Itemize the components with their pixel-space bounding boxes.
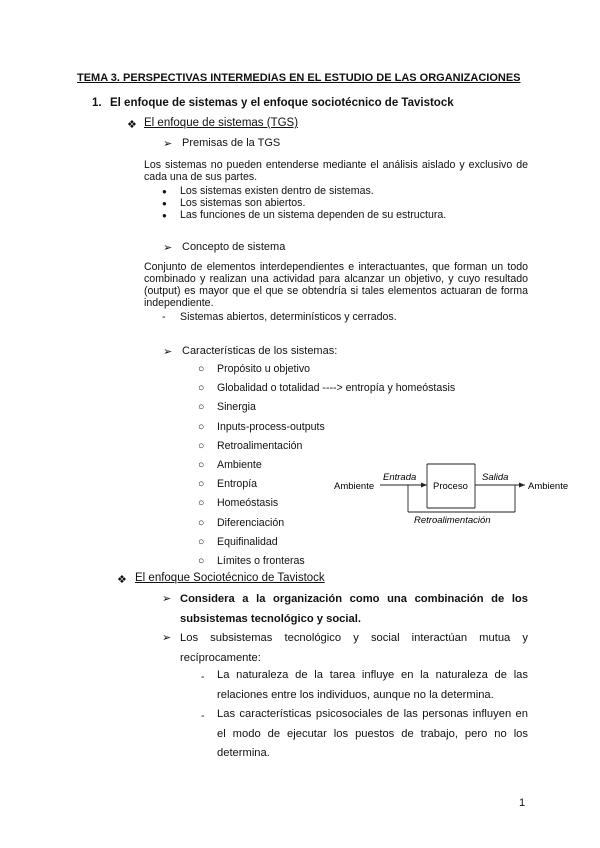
caracteristica-item: Retroalimentación xyxy=(217,440,303,452)
caracteristica-item: Ambiente xyxy=(217,459,262,471)
bullet-icon: ● xyxy=(162,211,167,220)
diagram-salida: Salida xyxy=(482,472,509,483)
concepto-heading: Concepto de sistema xyxy=(182,241,286,253)
tavistock-dash-1: La naturaleza de la tarea influye en la naturaleza de las relaciones entre los individuos, aunque no la determina. xyxy=(217,669,528,701)
tavistock-heading: El enfoque Sociotécnico de Tavistock xyxy=(135,572,325,584)
arrow-bullet-icon: ➢ xyxy=(162,593,172,605)
caracteristica-item: Sinergia xyxy=(217,401,256,413)
caracteristica-item: Entropía xyxy=(217,478,258,490)
arrow-bullet-icon: ➢ xyxy=(163,346,173,358)
caracteristica-item: Propósito u objetivo xyxy=(217,363,311,375)
caracteristica-item: Diferenciación xyxy=(217,517,285,529)
diagram-ambiente-left: Ambiente xyxy=(334,481,375,492)
arrow-bullet-icon: ➢ xyxy=(163,242,173,254)
caracteristica-item: Inputs-process-outputs xyxy=(217,421,325,433)
diamond-bullet-icon: ❖ xyxy=(117,574,127,586)
diagram-retro: Retroalimentación xyxy=(414,515,491,526)
premisa-item: Los sistemas son abiertos. xyxy=(180,197,306,209)
dash-marker: - xyxy=(201,671,205,683)
circle-bullet-icon: ○ xyxy=(198,517,205,529)
circle-bullet-icon: ○ xyxy=(198,382,205,394)
caracteristica-item: Globalidad o totalidad ----> entropía y homeóstasis xyxy=(217,382,456,394)
premisas-heading: Premisas de la TGS xyxy=(182,137,281,149)
section-number: 1. xyxy=(92,97,102,109)
premisas-intro: Los sistemas no pueden entenderse mediante el análisis aislado y exclusivo de cada una de sus partes. xyxy=(144,159,528,183)
system-diagram xyxy=(330,458,580,528)
bullet-icon: ● xyxy=(162,199,167,208)
circle-bullet-icon: ○ xyxy=(198,497,205,509)
circle-bullet-icon: ○ xyxy=(198,363,205,375)
caracteristica-item: Homeóstasis xyxy=(217,497,279,509)
caracteristica-item: Equifinalidad xyxy=(217,536,278,548)
section-heading: El enfoque de sistemas y el enfoque sociotécnico de Tavistock xyxy=(110,97,454,109)
premisa-item: Los sistemas existen dentro de sistemas. xyxy=(180,185,374,197)
caracteristica-item: Límites o fronteras xyxy=(217,555,305,567)
concepto-dash-item: Sistemas abiertos, determinísticos y cerrados. xyxy=(180,311,397,323)
page-number: 1 xyxy=(519,797,526,809)
tavistock-point-1: Considera a la organización como una combinación de los subsistemas tecnológico y social. xyxy=(180,593,528,625)
dash-marker: - xyxy=(201,710,205,722)
dash-marker: - xyxy=(162,311,166,323)
tavistock-dash-2: Las características psicosociales de las personas influyen en el modo de ejecutar los puestos de trabajo, pero no los determina. xyxy=(217,708,528,759)
diagram-output-arrow xyxy=(519,483,525,488)
bullet-icon: ● xyxy=(162,187,167,196)
circle-bullet-icon: ○ xyxy=(198,459,205,471)
circle-bullet-icon: ○ xyxy=(198,555,205,567)
diagram-entrada: Entrada xyxy=(383,472,417,483)
circle-bullet-icon: ○ xyxy=(198,536,205,548)
page-title: TEMA 3. PERSPECTIVAS INTERMEDIAS EN EL ESTUDIO DE LAS ORGANIZACIONES xyxy=(77,72,521,84)
circle-bullet-icon: ○ xyxy=(198,401,205,413)
caracteristicas-heading: Características de los sistemas: xyxy=(182,345,338,357)
diagram-proceso: Proceso xyxy=(433,481,468,492)
diagram-input-arrow xyxy=(421,483,427,488)
concepto-text: Conjunto de elementos interdependientes e interactuantes, que forman un todo combinado y realizan una actividad para alcanzar un objetivo, y cuyo resultado (output) es mayor que el que se obtendría si tales elementos actuaran de forma independiente. xyxy=(144,261,528,309)
tgs-heading: El enfoque de sistemas (TGS) xyxy=(144,117,299,129)
premisa-item: Las funciones de un sistema dependen de su estructura. xyxy=(180,209,447,221)
tavistock-point-2: Los subsistemas tecnológico y social interactúan mutua y recíprocamente: xyxy=(180,632,528,664)
diamond-bullet-icon: ❖ xyxy=(127,119,137,131)
circle-bullet-icon: ○ xyxy=(198,421,205,433)
circle-bullet-icon: ○ xyxy=(198,440,205,452)
arrow-bullet-icon: ➢ xyxy=(163,138,173,150)
circle-bullet-icon: ○ xyxy=(198,478,205,490)
arrow-bullet-icon: ➢ xyxy=(162,632,172,644)
diagram-ambiente-right: Ambiente xyxy=(528,481,569,492)
